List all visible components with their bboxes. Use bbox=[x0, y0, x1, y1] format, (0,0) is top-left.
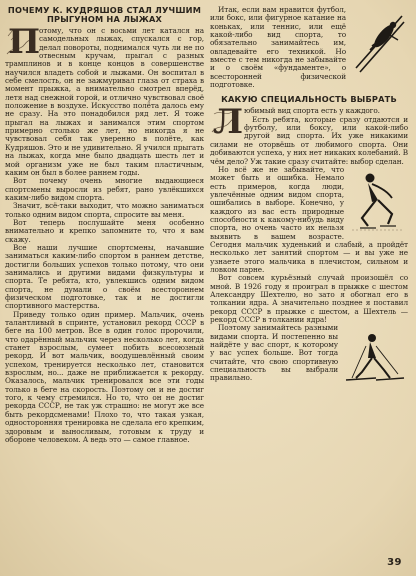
drop-cap-letter: П bbox=[8, 22, 41, 62]
ski-jumper-illustration bbox=[350, 6, 408, 78]
article-paragraph: отому, что он с восьми лет катался на самодельных лыжах, спускался с гор, делал повороты, поднимался чуть ли не по отвесным кручам, прыгал с разных трамплинов и в конце концов в совершенстве научился владеть собой и лыжами. Он воспитал в себе смелость, он не зажмуривал глаза от страха в момент прыжка, а внимательно смотрел вперёд, летя над снежной горой, и отлично чувствовал своё положение в воздухе. Искусство полёта далось ему не сразу. На это понадобился ряд лет. Я тоже прыгал на лыжах и занимался этим спортом примерно столько же лет, но никогда я не чувствовал себя так уверенно в полёте, как Кудряшов. Это и не удивительно. Я учился прыгать на лыжах, когда мне было двадцать шесть лет и мой организм уже не был таким пластичным, каким он был в более раннем годы. bbox=[5, 26, 204, 177]
article2-title: КАКУЮ СПЕЦИАЛЬНОСТЬ ВЫБРАТЬ bbox=[221, 94, 397, 105]
speed-skater-icon bbox=[348, 168, 408, 234]
speed-skater-illustration bbox=[348, 168, 408, 234]
article-paragraph: Вот теперь послушайте меня особенно внимательно и крепко запомните то, что я вам скажу. bbox=[5, 217, 204, 244]
left-column bbox=[5, 6, 204, 568]
article2-paragraph: Но всё же не забывайте, что может быть и ошибка. Немало есть примеров, когда люди, увлечённые одним видом спорта, ошибались в выборе. Конечно, у каждого из вас есть природные способности к какому-нибудь виду спорта, но очень часто их нельзя выявить в вашем возрасте. Сегодня мальчик худенький и слабый, а пройдёт несколько лет занятий спортом — и вы уже не узнаете этого мальчика в плечистом, сильном и ловком парне. bbox=[210, 164, 408, 274]
article2-paragraph: Поэтому занимайтесь разными видами спорта. И постепенно вы найдёте у вас спорт, к которому у вас успех больше. Вот тогда считайте, что свою спортивную специальность вы выбрали правильно. bbox=[210, 323, 338, 383]
article2-paragraph: Вот совсем курьёзный случай произошёл со мной. В 1926 году я проиграл в прыжке с шестом Александру Шехтелю, но зато я обогнал его в толкании ядра. А значительно позднее я поставил рекорд СССР в прыжке с шестом, а Шехтель — рекорд СССР в толкании ядра! bbox=[210, 273, 408, 325]
article-paragraph: Вот почему очень многие выдающиеся спортсмены выросли из ребят, рано увлёкшихся каким-либо видом спорта. bbox=[5, 176, 204, 202]
drop-cap bbox=[5, 22, 41, 62]
article-title: ПОЧЕМУ К. КУДРЯШОВ СТАЛ ЛУЧШИМ ПРЫГУНОМ НА ЛЫЖАХ bbox=[7, 6, 202, 24]
ski-jumper-icon bbox=[350, 6, 408, 78]
article-paragraph: Приведу только один пример. Мальчик, очень талантливый в спринте, установил рекорд СССР в беге на 100 метров. Все в один голос пророчили, что одарённый мальчик через несколько лет, когда станет взрослым, сумеет побить всесоюзный рекорд. И вот мальчик, воодушевлённый своим успехом, тренируется несколько лет, становится взрослым, но... даже не приближается к рекорду. Оказалось, мальчик тренировался все эти годы только в беге на скорость. Поэтому он и не достиг того, к чему стремился. Но то, что он не достиг рекорда СССР, не так уж страшно: не могут же все быть рекордсменами! Плохо то, что такая узкая, односторонняя тренировка не сделала его крепким, здоровым и выносливым, готовым к труду и обороне человеком. А ведь это — самое главное. bbox=[5, 309, 204, 444]
article-paragraph: Значит, всё-таки выходит, что можно заниматься только одним видом спорта, спросите вы меня. bbox=[5, 201, 204, 219]
skier-icon bbox=[342, 328, 408, 388]
article-paragraph: Все наши лучшие спортсмены, начавшие заниматься каким-либо спортом в раннем детстве, достигли больших успехов только потому, что они занимались и другими видами физкультуры и спорта. Те ребята, кто, увлекшись одним видом спорта, не думали о своём всестороннем физическом подготовке, так и не достигли спортивного мастерства. bbox=[5, 242, 204, 311]
drop-cap-2 bbox=[210, 102, 243, 143]
article2-paragraph: Есть ребята, которые сразу отдаются и футболу, или боксу, или какой-либо другой вид спорта. Их уже никакими силами не оторвёшь от любимого спорта. Они добиваются успеха, у них нет никаких колебаний. В чём дело? Уж такие сразу считайте: выбор сделан. bbox=[210, 114, 408, 166]
cross-country-skier-illustration bbox=[342, 328, 408, 388]
drop-cap-letter: Л bbox=[213, 102, 243, 143]
page-number: 39 bbox=[387, 557, 402, 568]
right-column bbox=[210, 6, 408, 568]
article2-paragraph: юбимый вид спорта есть у каждого. bbox=[244, 106, 380, 116]
article-paragraph: Итак, если вам нравится футбол, или бокс, или фигурное катание на коньках, или теннис, или ещё какой-либо вид спорта, то обязательно занимайтесь им, овладевайте его техникой. Но вместе с тем никогда не забывайте и о своём «фундаменте», о всесторонней физической подготовке. bbox=[210, 6, 346, 90]
